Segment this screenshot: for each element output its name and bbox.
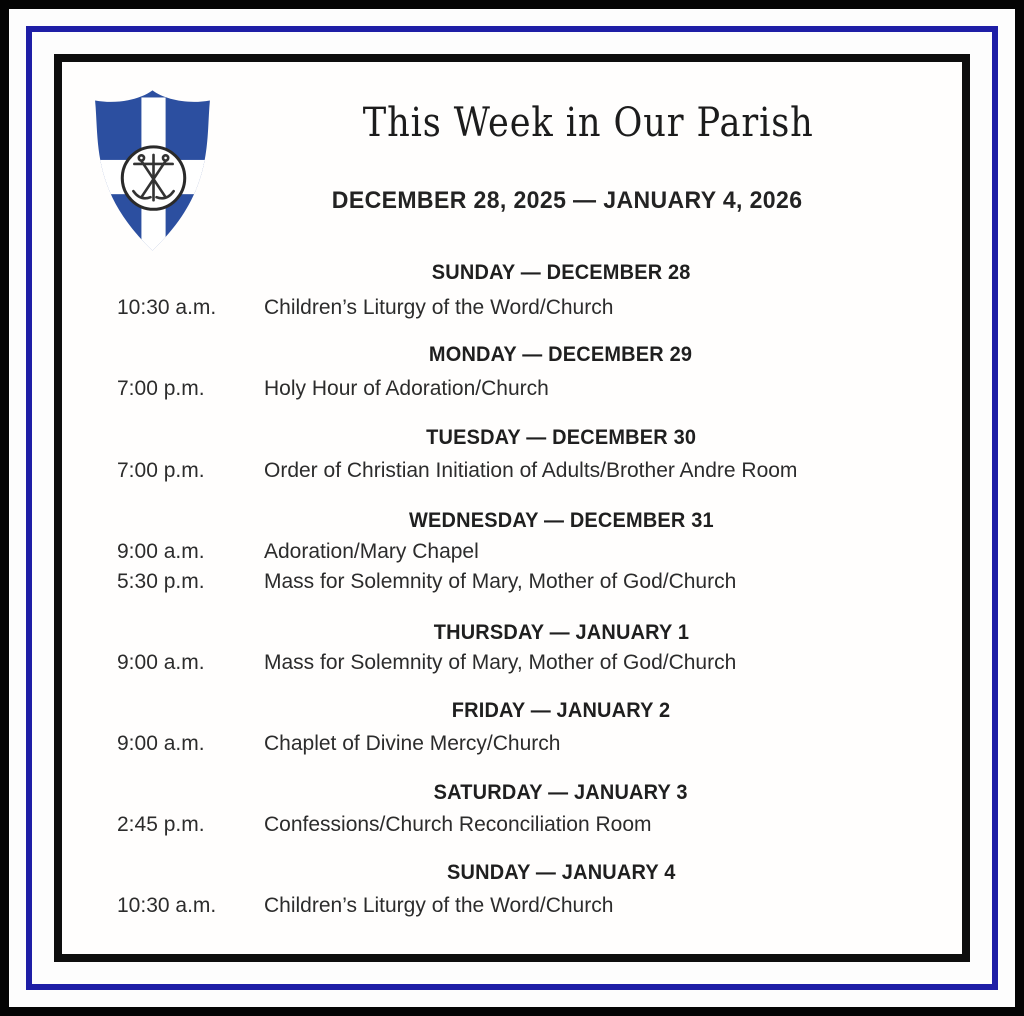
event-row: [62, 540, 962, 566]
day-header-text: SUNDAY — DECEMBER 28: [431, 261, 691, 284]
event-description: Chaplet of Divine Mercy/Church: [264, 732, 561, 755]
event-time: 5:30 p.m.: [117, 570, 205, 593]
event-description: Children’s Liturgy of the Word/Church: [264, 296, 614, 319]
event-time: 7:00 p.m.: [117, 377, 205, 400]
event-time: 9:00 a.m.: [117, 540, 205, 563]
day-header-tuesday-dec-30: [62, 426, 962, 450]
event-description: Holy Hour of Adoration/Church: [264, 377, 549, 400]
event-row: [62, 651, 962, 677]
event-row: [62, 570, 962, 596]
event-description: Mass for Solemnity of Mary, Mother of God/Church: [264, 570, 737, 593]
event-row: [62, 377, 962, 403]
date-range: [62, 187, 962, 215]
day-header-sunday-jan-4: [62, 861, 962, 885]
page-title-text: This Week in Our Parish: [362, 100, 814, 146]
event-row: [62, 296, 962, 322]
event-time: 9:00 a.m.: [117, 732, 205, 755]
event-time: 7:00 p.m.: [117, 459, 205, 482]
event-row: [62, 732, 962, 758]
event-description: Order of Christian Initiation of Adults/Brother Andre Room: [264, 459, 798, 482]
day-header-sunday-dec-28: [62, 261, 962, 285]
event-time: 9:00 a.m.: [117, 651, 205, 674]
day-header-text: THURSDAY — JANUARY 1: [433, 621, 689, 644]
day-header-friday-jan-2: [62, 699, 962, 723]
event-row: [62, 813, 962, 839]
day-header-wednesday-dec-31: [62, 509, 962, 533]
day-header-thursday-jan-1: [62, 621, 962, 645]
day-header-text: SATURDAY — JANUARY 3: [434, 781, 688, 804]
event-time: 10:30 a.m.: [117, 296, 217, 319]
day-header-saturday-jan-3: [62, 781, 962, 805]
event-description: Confessions/Church Reconciliation Room: [264, 813, 652, 836]
event-time: 10:30 a.m.: [117, 894, 217, 917]
blue-frame: [26, 26, 998, 990]
event-row: [62, 459, 962, 485]
day-header-text: TUESDAY — DECEMBER 30: [425, 426, 697, 449]
day-header-text: FRIDAY — JANUARY 2: [451, 699, 671, 722]
event-time: 2:45 p.m.: [117, 813, 205, 836]
day-header-text: SUNDAY — JANUARY 4: [446, 861, 676, 884]
day-header-text: MONDAY — DECEMBER 29: [429, 343, 693, 366]
inner-black-frame: [54, 54, 970, 962]
event-description: Children’s Liturgy of the Word/Church: [264, 894, 614, 917]
day-header-text: WEDNESDAY — DECEMBER 31: [408, 509, 714, 532]
event-row: [62, 894, 962, 920]
day-header-monday-dec-29: [62, 343, 962, 367]
date-range-text: DECEMBER 28, 2025 — JANUARY 4, 2026: [331, 187, 803, 214]
page-title: [62, 100, 962, 146]
event-description: Adoration/Mary Chapel: [264, 540, 479, 563]
event-description: Mass for Solemnity of Mary, Mother of God/Church: [264, 651, 737, 674]
